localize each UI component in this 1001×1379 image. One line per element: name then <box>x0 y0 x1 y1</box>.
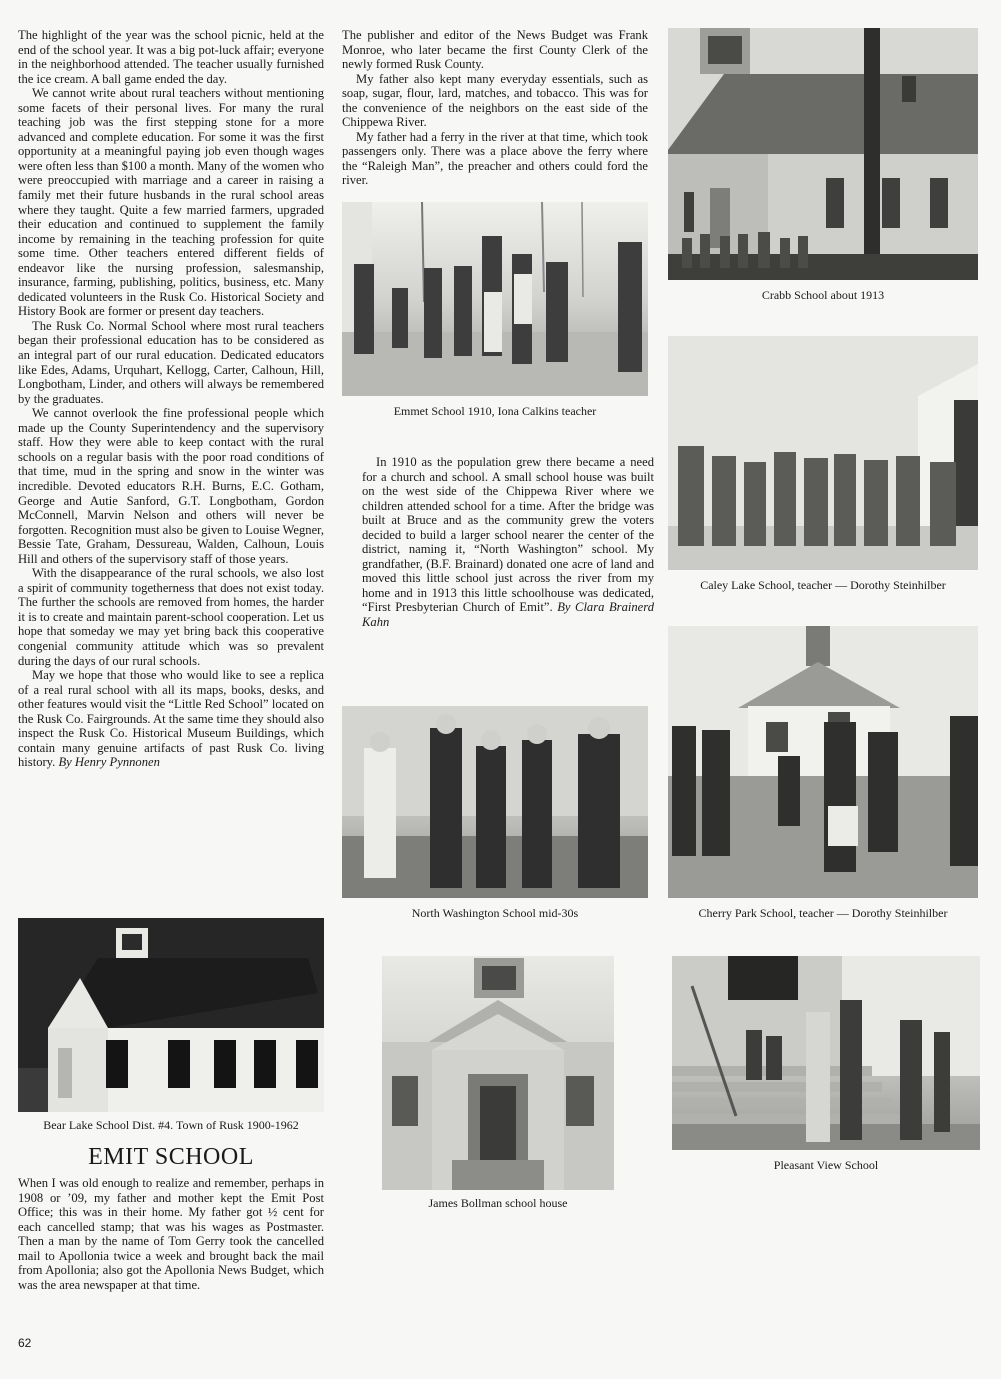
caption-pleasant-view: Pleasant View School <box>773 1158 879 1172</box>
photo-caley-lake-school <box>668 336 978 570</box>
caption-crabb: Crabb School about 1913 <box>761 288 885 302</box>
paragraph-teachers-lives: We cannot write about rural teachers without mentioning some facets of their personal lives. For many the rural teaching job was the first stepping stone for a more advanced and complete education. For some it was the first opportunity at a meaningful paying job even though wages were often less than $100 a month. Many of the women who were preoccupied with marriage and a career in raising a family met their future husbands in the rural school areas where they taught. Quite a few married farmers, upgraded their education and continued to supplement the family income by remaining in the teaching profession for quite some time. Other teachers entered different fields of endeavor like the nursing profession, salesmanship, insurance, farming, publishing, politics, business, etc. Many dedicated volunteers in the Rusk Co. Historical Society and History Book are former or present day teachers. <box>18 86 324 319</box>
paragraph-essentials: My father also kept many everyday essentials, such as soap, sugar, flour, lard, matches, and tobacco. This was for the convenience of the neighbors on the east side of the Chippewa River. <box>342 71 648 130</box>
caption-cherry-park: Cherry Park School, teacher — Dorothy Steinhilber <box>698 906 948 920</box>
byline-pynnonen: By Henry Pynnonen <box>58 755 160 770</box>
photo-james-bollman-schoolhouse <box>382 956 614 1190</box>
caption-james-bollman: James Bollman school house <box>428 1196 568 1210</box>
page-number: 62 <box>18 1336 32 1350</box>
paragraph-church-and-school <box>362 455 654 630</box>
church-school-text: In 1910 as the population grew there became a need for a church and school. A small school house was built on the west side of the Chippewa River where we children attended school for a time. After the bridge was built at Bruce and as the community grew the voters decided to build a larger school nearer the center of the district, naming it, “North Washington” school. My grandfather, (B.F. Brainard) donated one acre of land and moved this little school just across the river from my home and in 1913 this little schoolhouse was dedicated, “First Presbyterian Church of Emit”. <box>362 455 654 615</box>
caption-emmet: Emmet School 1910, Iona Calkins teacher <box>393 404 597 418</box>
paragraph-ferry: My father had a ferry in the river at that time, which took passengers only. There was a place above the ferry where the “Raleigh Man”, the preacher and others could ford the river. <box>342 129 648 188</box>
photo-cherry-park-school <box>668 626 978 898</box>
paragraph-emit-post-office: When I was old enough to realize and remember, perhaps in 1908 or ’09, my father and mother kept the Emit Post Office; this was in their home. My father got ½ cent for each cancelled stamp; that was his wages as Postmaster. Then a man by the name of Tom Gerry took the cancelled mail to Apollonia twice a week and brought back the mail from Apollonia; also got the Apollonia News Budget, which was the area newspaper at that time. <box>18 1176 324 1292</box>
photo-bear-lake-school <box>18 918 324 1112</box>
photo-north-washington-school <box>342 706 648 898</box>
photo-emmet-school <box>342 202 648 396</box>
paragraph-little-red-school <box>18 668 324 770</box>
byline-kahn: By Clara Brainerd Kahn <box>362 600 654 630</box>
left-column-text <box>18 28 324 770</box>
paragraph-picnic: The highlight of the year was the school picnic, held at the end of the school year. It was a big pot-luck affair; everyone in the neighborhood attended. The teacher usually furnished the ice cream. A ball game ended the day. <box>18 28 324 86</box>
caption-caley-lake: Caley Lake School, teacher — Dorothy Steinhilber <box>700 578 946 592</box>
story-north-washington <box>362 455 654 630</box>
middle-column-text <box>342 28 648 188</box>
emit-school-text <box>18 1176 324 1292</box>
caption-bear-lake: Bear Lake School Dist. #4. Town of Rusk 1900-1962 <box>43 1118 299 1132</box>
paragraph-news-budget: The publisher and editor of the News Budget was Frank Monroe, who later became the first County Clerk of the newly formed Rusk County. <box>342 28 648 72</box>
paragraph-superintendency: We cannot overlook the fine professional people which made up the County Superintendency and the supervisory staff. How they were able to keep contact with the rural schools on a regular basis with the poor road conditions of that time, mud in the spring and snow in the winter was incredible. Devoted educators R.H. Burns, E.C. Gotham, George and Autie Sanford, G.T. Longbotham, Gordon McConnell, Marvin Nelson and others will never be forgotten. Recognition must also be given to Louise Wegner, Bessie Tate, Graham, Dessureau, Walden, Calhoun, Louis Hill and others of the supervisory staff of those years. <box>18 406 324 566</box>
paragraph-community: With the disappearance of the rural schools, we also lost a spirit of community togetherness that does not exist today. The further the schools are removed from homes, the harder it is to create and maintain parent-school cooperation. Let us hope that someday we may yet bring back this cooperative congenial community attitude which was so prevalent during the days of our rural schools. <box>18 566 324 668</box>
emit-school-heading: EMIT SCHOOL <box>88 1144 254 1170</box>
caption-north-washington: North Washington School mid-30s <box>411 906 579 920</box>
paragraph-normal-school: The Rusk Co. Normal School where most rural teachers began their professional education has to be considered as an integral part of our rural education. Dedicated educators like Edes, Adams, Urquhart, Kellogg, Carter, Calhoun, Hill, Longbotham, Linder, and others will always be remembered by the graduates. <box>18 318 324 406</box>
photo-pleasant-view-school <box>672 956 980 1150</box>
little-red-school-text: May we hope that those who would like to see a replica of a real rural school with all its maps, books, desks, and other features would visit the “Little Red School” located on the Rusk Co. Fairgrounds. At the same time they should also inspect the Rusk Co. Historical Museum Buildings, which contain many genuine artifacts of past Rusk Co. living history. <box>18 668 324 770</box>
photo-crabb-school <box>668 28 978 280</box>
